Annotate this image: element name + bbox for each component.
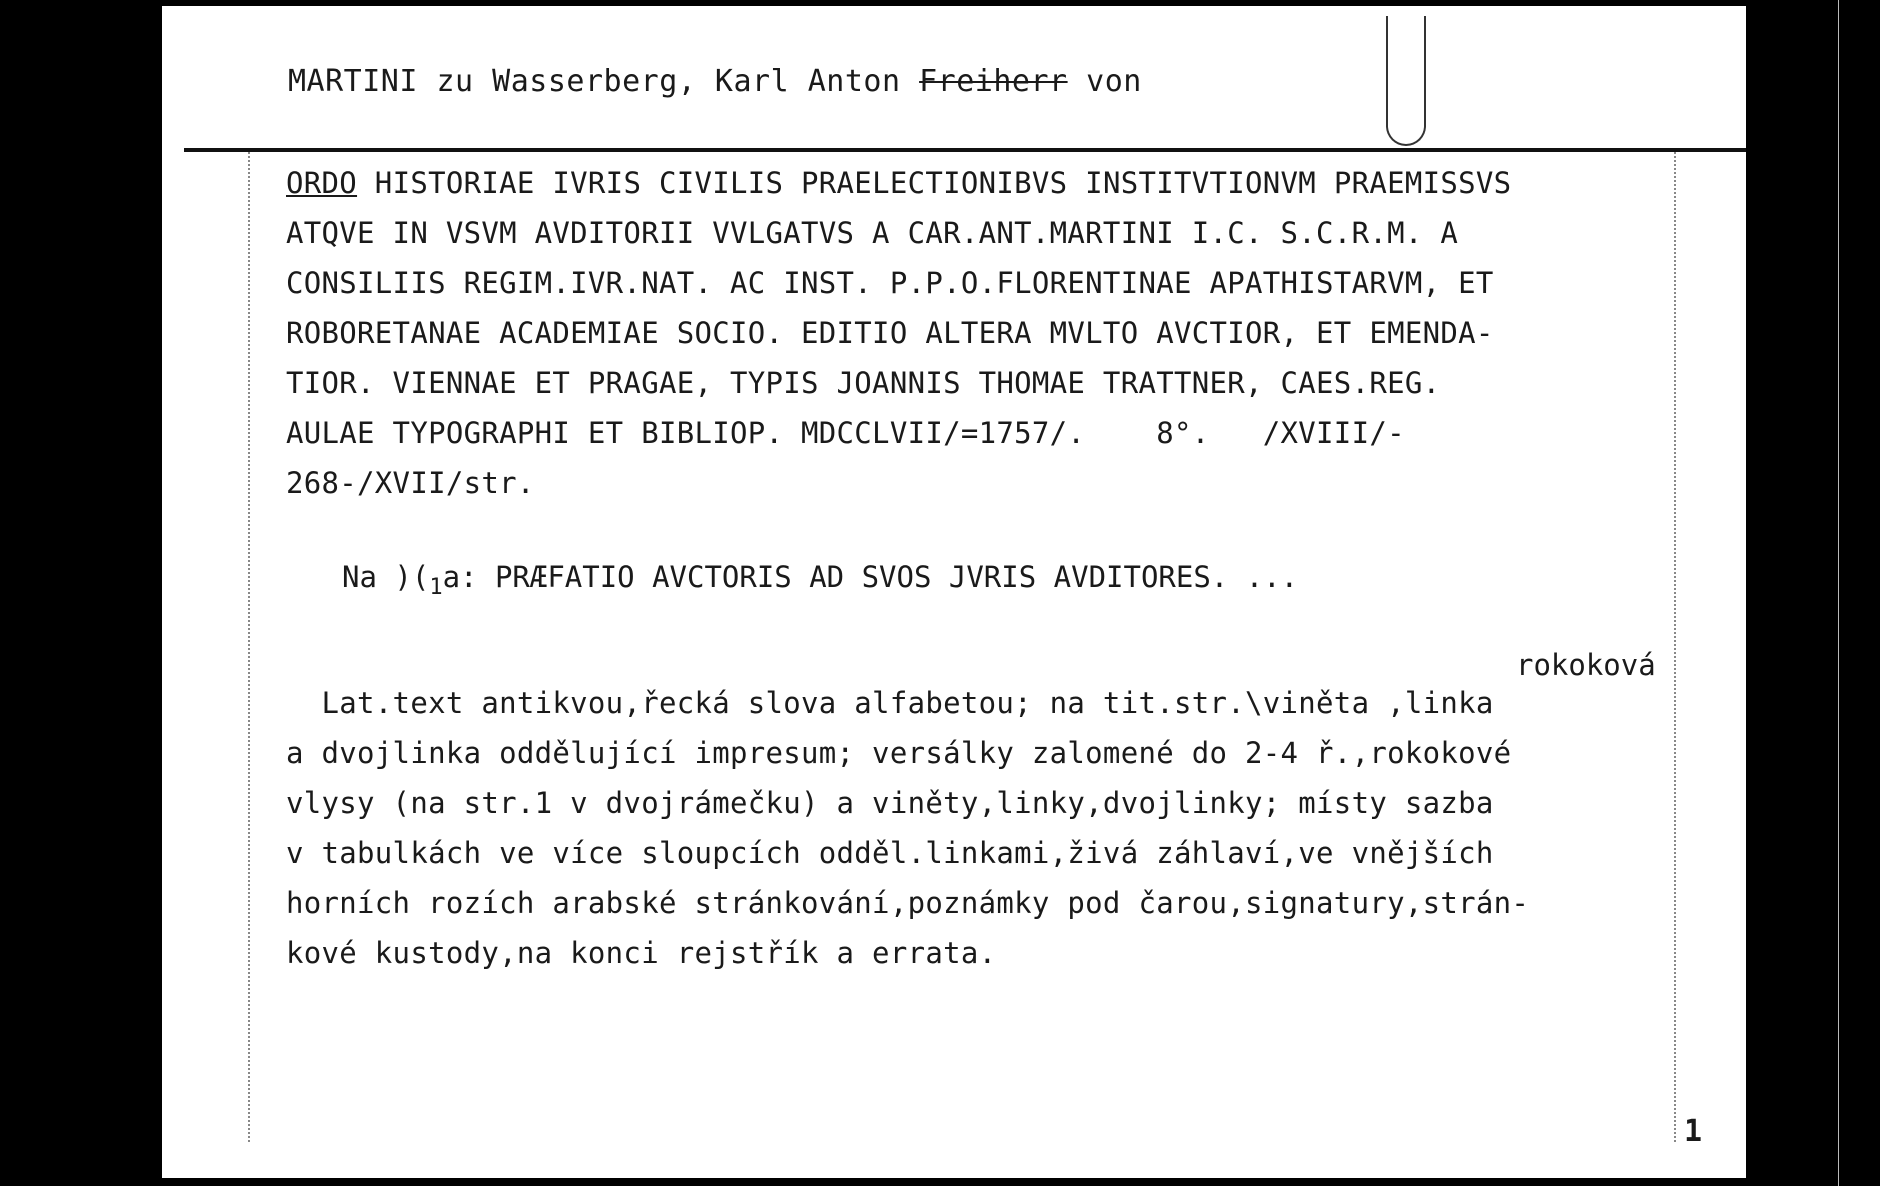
title-first-word: ORDO [286,166,358,200]
desc-line-3: vlysy (na str.1 v dvojrámečku) a viněty,linky,dvojlinky; místy sazba [286,786,1494,820]
desc-line-2: a dvojlinka oddělující impresum; versálky zalomené do 2-4 ř.,rokokové [286,736,1512,770]
author-suffix: von [1067,64,1142,99]
inserted-word: rokoková [1516,648,1656,682]
title-line-2: ATQVE IN VSVM AVDITORII VVLGATVS A CAR.ANT.MARTINI I.C. S.C.R.M. A [286,216,1459,250]
left-margin-line [248,152,250,1142]
note-subscript: 1 [429,574,443,600]
heading-rule [184,148,1746,152]
note-prefix: Na )( [342,560,430,594]
description-block [286,678,1686,978]
desc-line-5: horních rozích arabské stránkování,poznámky pod čarou,signatury,strán- [286,886,1530,920]
title-block [286,158,1686,508]
scan-border [1760,0,1880,1186]
scan-edge-line [1838,0,1839,1186]
card-heading [288,64,1142,99]
title-line-5: TIOR. VIENNAE ET PRAGAE, TYPIS JOANNIS THOMAE TRATTNER, CAES.REG. [286,366,1441,400]
title-line-7: 268-/XVII/str. [286,466,535,500]
catalog-card [162,6,1746,1178]
page-number: 1 [1684,1114,1703,1149]
desc-line-1: Lat.text antikvou,řecká slova alfabetou; na tit.str.\viněta ,linka [286,686,1494,720]
struck-title: Freiherr [919,64,1068,99]
note-text: a: PRÆFATIO AVCTORIS AD SVOS JVRIS AVDITORES. ... [442,560,1299,594]
desc-line-4: v tabulkách ve více sloupcích odděl.linkami,živá záhlaví,ve vnějších [286,836,1494,870]
title-line-3: CONSILIIS REGIM.IVR.NAT. AC INST. P.P.O.FLORENTINAE APATHISTARVM, ET [286,266,1494,300]
preface-note [342,560,1298,600]
author-name: MARTINI zu Wasserberg, Karl Anton [288,64,920,99]
title-line-4: ROBORETANAE ACADEMIAE SOCIO. EDITIO ALTERA MVLTO AVCTIOR, ET EMENDA- [286,316,1494,350]
desc-line-6: kové kustody,na konci rejstřík a errata. [286,936,997,970]
paper-clip-mark [1386,16,1426,146]
title-line-6: AULAE TYPOGRAPHI ET BIBLIOP. MDCCLVII/=1757/. 8°. /XVIII/- [286,416,1405,450]
title-line-1: HISTORIAE IVRIS CIVILIS PRAELECTIONIBVS INSTITVTIONVM PRAEMISSVS [357,166,1512,200]
